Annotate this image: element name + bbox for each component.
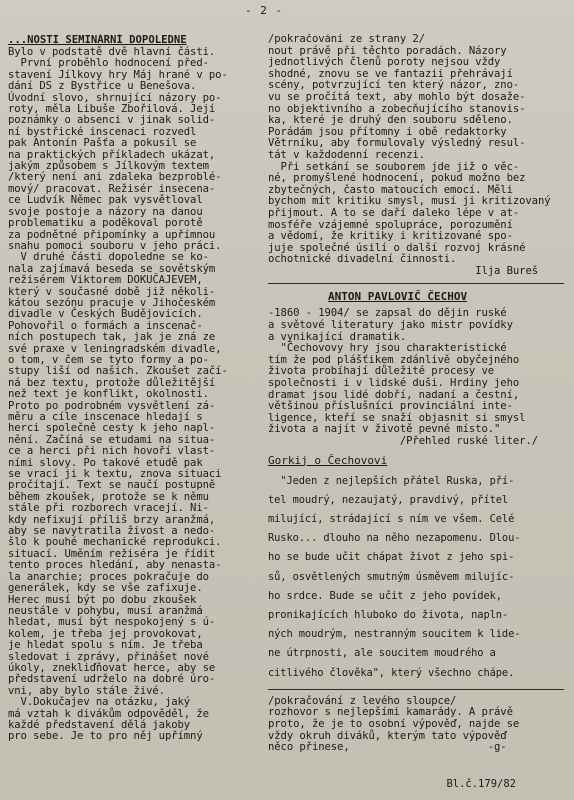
text-line: Proto po podrobném vysvětlení zá-	[8, 399, 216, 412]
text-line: stavení Jílkovy hry Máj hrané v po-	[8, 68, 228, 81]
text-line: nout právě při těchto poradách. Názory	[268, 44, 507, 57]
text-line: rozhovor s nejlepšími kamarády. A právě	[268, 706, 513, 719]
text-line: situací. Uměním režiséra je řídit	[8, 547, 216, 560]
text-line: dání DS z Bystřice u Benešova.	[8, 80, 197, 93]
text-line: nění. Začíná se etudami na situa-	[8, 433, 216, 446]
text-line: své praxe v leningradském divadle,	[8, 342, 222, 355]
text-line: nala zajímavá beseda se sovětským	[8, 262, 216, 275]
text-line: problematiku a poděkoval porotě	[8, 217, 203, 230]
text-line: za podnětné připomínky a upřímnou	[8, 228, 216, 241]
text-line: ními slovy. Po takové etudě pak	[8, 456, 203, 469]
text-line: proto, že je to osobní výpověď, najde se	[268, 718, 520, 731]
text-line: představení udrželo na dobré úro-	[8, 673, 216, 686]
text-line: ka, které je druhý den souboru sděleno.	[268, 114, 513, 127]
text-line: většinou příslušníci provinciální inte-	[268, 400, 513, 413]
text-line: přijmout. A to se daří daleko lépe v at-	[268, 206, 520, 219]
quote-line: citlivého člověka", který všechno chápe.	[268, 666, 515, 679]
left-column-heading: ...NOSTI SEMINÁRNÍ DOPOLEDNE	[8, 34, 187, 46]
text-line: stále při rozborech vracejí. Ni-	[8, 502, 209, 515]
text-line: Pohovořil o formách a inscenač-	[8, 319, 203, 332]
quote-line: ne útrpnosti, ale soucitem moudrého a	[268, 647, 496, 660]
text-line: kolem, je třeba jej provokovat,	[8, 627, 203, 640]
gorky-section-title: Gorkij o Čechovovi	[268, 453, 388, 467]
text-line: během zkoušek, protože se k němu	[8, 490, 209, 503]
text-line: První proběhlo hodnocení před-	[8, 57, 209, 70]
text-line: /pokračování z levého sloupce/	[268, 694, 457, 707]
text-line: snahu pomoci souboru v jeho práci.	[8, 239, 222, 252]
text-line: života probíhají důležité procesy ve	[268, 365, 495, 378]
text-line: na praktických příkladech ukázat,	[8, 148, 216, 161]
text-line: -1860 - 1904/ se zapsal do dějin ruské	[268, 307, 507, 320]
text-line: jakým způsobem s Jílkovým textem	[8, 160, 209, 173]
text-line: který v současné době již několi-	[8, 285, 216, 298]
text-line: ligence, kteří se snaží objasnit si smysl	[268, 411, 526, 424]
text-line: vni, aby bylo stále živé.	[8, 684, 165, 697]
text-line: Při setkání se souborem jde již o věc-	[268, 160, 520, 173]
continued-from-note: /pokračování ze strany 2/	[268, 34, 425, 45]
text-line: vždy okruh diváků, kterým tato výpověď	[268, 729, 507, 742]
text-line: Porádám jsou přítomny i obě redaktorky	[268, 125, 507, 138]
text-line: a vynikající dramatik.	[268, 330, 407, 343]
text-line: tát v každodenní recenzi.	[268, 148, 425, 161]
text-line: ná bez textu, protože důležitější	[8, 376, 216, 389]
text-line: mosféře vzájemné spolupráce, porozumění	[268, 218, 513, 231]
text-line: vu se pročítá text, aby mohlo být dosaže-	[268, 90, 526, 103]
quote-line: "Jeden z nejlepších přátel Ruska, pří-	[268, 474, 515, 487]
text-line: neustále v pohybu, musí aranžmá	[8, 604, 203, 617]
text-line: Bylo v podstatě dvě hlavní části.	[8, 46, 216, 58]
text-line: o tom, v čem se tyto formy a po-	[8, 353, 209, 366]
text-line: generálek, kdy se vše zafixuje.	[8, 582, 203, 595]
text-line: Větrníku, aby formulovaly výsledný resul-	[268, 137, 526, 150]
text-line: shodné, znovu se ve fantazii přehrávají	[268, 67, 513, 80]
text-line: V druhé části dopoledne se ko-	[8, 251, 209, 264]
text-line: života a najít v životě pevné místo."	[268, 423, 501, 436]
text-line: né, promyšlené hodnocení, pokud možno bez	[268, 172, 526, 185]
text-line: tento proces hledání, aby nenasta-	[8, 559, 222, 572]
text-line: herci společně cesty k jeho napl-	[8, 422, 216, 435]
quote-line: ho se bude učit chápat život z jeho spi-	[268, 551, 515, 564]
text-line: hledat, musí být nespokojený s ú-	[8, 616, 216, 629]
text-line: /který není ani zdaleka bezproblé-	[8, 171, 222, 184]
text-line: něco přinese, -g-	[268, 741, 507, 754]
text-line: V.Dokučajev na otázku, jaký	[8, 696, 191, 709]
text-line: a vědomí, že kritiky i kritizované spo-	[268, 230, 513, 243]
text-line: juje společné úsilí o další rozvoj krásné	[268, 241, 526, 254]
chekhov-section-text	[268, 308, 568, 436]
text-line: la anarchie; proces pokračuje do	[8, 570, 209, 583]
text-line: každé představení dělá jakoby	[8, 718, 191, 731]
section-divider-2	[268, 689, 564, 690]
text-line: ce a herci při nich hovoří vlast-	[8, 445, 216, 458]
section-divider	[268, 283, 564, 284]
text-line: má vztah k divákům odpověděl, že	[8, 707, 209, 720]
quote-line: ho srdce. Bude se učit z jeho povídek,	[268, 589, 502, 602]
text-line: kátou sezónu pracuje v Jihočeském	[8, 296, 216, 309]
text-line: pak Antonín Pašťa a pokusil se	[8, 137, 197, 150]
text-line: měru a cíle inscenace hledají s	[8, 411, 203, 423]
text-line: šlo k pouhé mechanické reprodukci.	[8, 536, 222, 549]
text-line: úkoly, znekliďňovat herce, aby se	[8, 661, 216, 674]
quote-line: sů, osvětlených smutným úsměvem milujíc-	[268, 570, 515, 583]
text-line: pročítají. Text se naučí postupně	[8, 479, 216, 492]
text-line: Herec musí být po dobu zkoušek	[8, 593, 197, 606]
text-line: ní bystřické inscenaci rozvedl	[8, 125, 197, 138]
text-line: společnosti i v lidské duši. Hrdiny jeho	[268, 377, 520, 390]
text-line: pro sebe. Je to pro něj upřímný	[8, 730, 203, 743]
text-line: scény, potvrzující ten který názor, zno-	[268, 79, 520, 92]
quote-line: Rusko... dlouho na něho nezapomenu. Dlou-	[268, 532, 521, 545]
text-line: "Čechovovy hry jsou charakteristické	[268, 342, 507, 355]
text-line: kdy nefixují příliš brzy aranžmá,	[8, 513, 216, 526]
text-line: bychom mít kritiku smysl, musí ji kritizovaný	[268, 195, 551, 208]
text-line: je hledat spolu s ním. Je třeba	[8, 639, 203, 652]
quote-line: milující, strádající s ním ve všem. Celé	[268, 513, 515, 525]
right-column	[268, 34, 568, 754]
left-column	[8, 34, 270, 743]
left-column-text	[8, 47, 270, 743]
text-line: divadle v Českých Budějovicích.	[8, 308, 203, 321]
text-line: poznámky o absenci v jinak solid-	[8, 114, 216, 127]
text-line: ce Ludvík Němec pak vysvětloval	[8, 194, 203, 207]
text-line: režisérem Viktorem DOKUČAJEVEM,	[8, 274, 203, 287]
quote-line: ných moudrým, nestranným soucitem k lide-	[268, 628, 521, 641]
text-line: roty, měla Libuše Zbořilová. Její	[8, 103, 216, 116]
gorky-quote-text	[268, 472, 568, 683]
text-line: mový/ pracovat. Režisér insecena-	[8, 182, 216, 195]
text-line: stupy liší od našich. Zkoušet začí-	[8, 365, 228, 378]
text-line: než text je konflikt, okolnosti.	[8, 388, 209, 401]
quote-line: tel moudrý, nezaujatý, pravdivý, přítel	[268, 493, 509, 506]
continued-note-text	[268, 696, 568, 754]
text-line: dramat jsou lidé dobří, nadaní a čestní,	[268, 388, 520, 401]
author-signature: Ilja Bureš	[475, 264, 538, 277]
text-line: ochotnické divadelní činnosti.	[268, 253, 457, 266]
bulletin-reference: Bl.č.179/82	[446, 778, 516, 790]
text-line: zbytečných, často matoucích emocí. Měli	[268, 183, 513, 196]
review-continuation-text	[268, 46, 568, 266]
text-line: a světové literatury jako mistr povídky	[268, 319, 513, 332]
text-line: sledovat i zprávy, přinášet nové	[8, 650, 209, 663]
text-line: aby se navytratila živost a nedo-	[8, 525, 216, 538]
page-number: - 2 -	[245, 4, 284, 17]
chekhov-section-title: ANTON PAVLOVIČ ČECHOV	[328, 290, 468, 304]
text-line: Úvodní slovo, shrnující názory po-	[8, 91, 222, 104]
text-line: se vrací ji k textu, znova situaci	[8, 468, 222, 481]
text-line: jednotlivých členů poroty nejsou vždy	[268, 56, 501, 69]
quote-line: pronikajících hluboko do života, napln-	[268, 609, 509, 622]
source-citation: /Přehled ruské liter./	[399, 435, 538, 447]
text-line: tím že pod plášťikem zdánlivě obyčejného	[268, 353, 520, 366]
text-line: no objektivního a zobecňujícího stanovis-	[268, 102, 526, 115]
text-line: svoje postoje a názory na danou	[8, 205, 203, 218]
text-line: ních postupech tak, jak je zná ze	[8, 331, 216, 344]
